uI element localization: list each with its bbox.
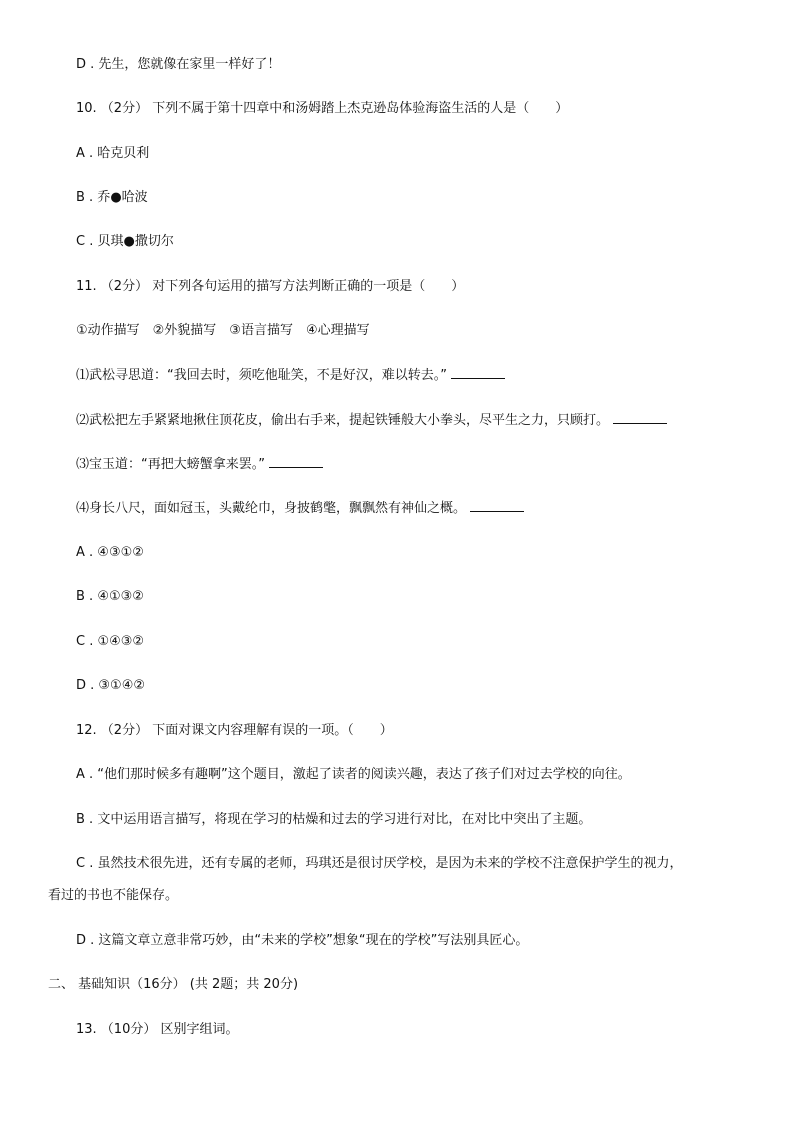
q10-option-c: C . 贝琪●撒切尔 [76,234,174,249]
q10-stem: 10. （2分） 下列不属于第十四章中和汤姆踏上杰克逊岛体验海盗生活的人是（ ） [76,101,569,116]
q11-sentence-1 [76,366,505,385]
q11-sentence-1-text: ⑴武松寻思道：“我回去时，须吃他耻笑，不是好汉，难以转去。” [76,368,447,383]
q9-option-d: D . 先生，您就像在家里一样好了！ [76,57,281,72]
q11-option-a: A . ④③①② [76,545,144,560]
q11-sentence-4-text: ⑷身长八尺，面如冠玉，头戴纶巾，身披鹤氅，飘飘然有神仙之概。 [76,501,467,516]
section-heading: 二、 基础知识（16分） (共 2题；共 20分) [48,977,299,992]
q11-sentence-3-text: ⑶宝玉道：“再把大螃蟹拿来罢。” [76,457,265,472]
q11-option-d: D . ③①④② [76,678,146,693]
q11-sentence-2-text: ⑵武松把左手紧紧地揪住顶花皮，偷出右手来，提起铁锤般大小拳头，尽平生之力，只顾打。 [76,413,610,428]
q10-option-a: A . 哈克贝利 [76,146,150,161]
q12-option-c-line2: 看过的书也不能保存。 [48,888,179,903]
q11-option-b: B . ④①③② [76,589,144,604]
q11-sentence-2 [76,411,667,430]
q12-option-c-line1: C . 虽然技术很先进，还有专属的老师，玛琪还是很讨厌学校，是因为未来的学校不注意保护学生的视力， [76,856,683,871]
q11-stem: 11. （2分） 对下列各句运用的描写方法判断正确的一项是（ ） [76,279,465,294]
q13-stem: 13. （10分） 区别字组词。 [76,1022,239,1037]
q11-option-c: C . ①④③② [76,634,145,649]
answer-blank[interactable] [451,366,505,379]
answer-blank[interactable] [470,499,524,512]
q12-option-b: B . 文中运用语言描写，将现在学习的枯燥和过去的学习进行对比，在对比中突出了主题。 [76,812,592,827]
q12-option-a: A . “他们那时候多有趣啊”这个题目，激起了读者的阅读兴趣，表达了孩子们对过去学校的向往。 [76,767,631,782]
q12-option-d: D . 这篇文章立意非常巧妙，由“未来的学校”想象“现在的学校”写法别具匠心。 [76,933,529,948]
q11-sentence-4 [76,499,524,518]
answer-blank[interactable] [269,455,323,468]
answer-blank[interactable] [613,411,667,424]
q12-stem: 12. （2分） 下面对课文内容理解有误的一项。（ ） [76,723,393,738]
q10-option-b: B . 乔●哈波 [76,190,148,205]
q11-methods: ①动作描写 ②外貌描写 ③语言描写 ④心理描写 [76,323,370,338]
q11-sentence-3 [76,455,323,474]
